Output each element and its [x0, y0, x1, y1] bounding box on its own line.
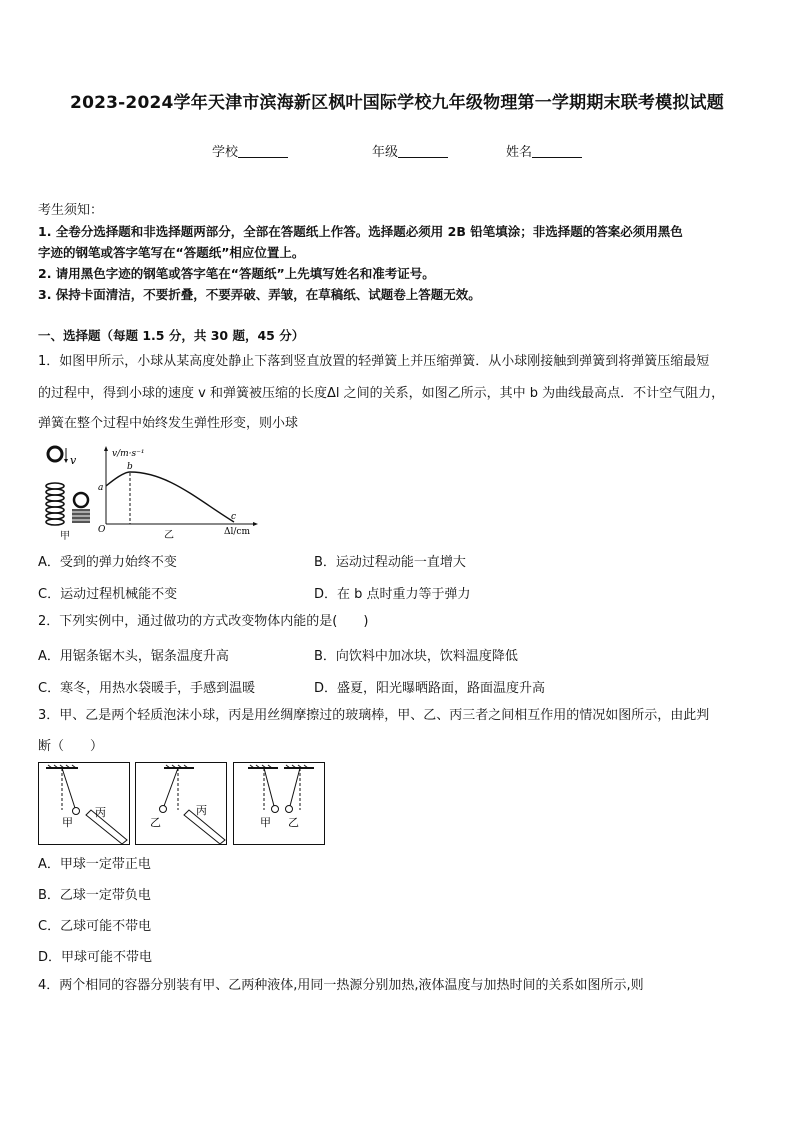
name-field	[506, 141, 582, 160]
compressed-spring-icon	[72, 493, 90, 523]
v-dl-graph	[98, 446, 258, 541]
school-blank	[238, 145, 288, 158]
q1-line-3: 弹簧在整个过程中始终发生弹性形变，则小球	[38, 416, 299, 431]
q2-option-d[interactable]: D．盛夏，阳光曝晒路面，路面温度升高	[314, 681, 546, 696]
q2-option-a[interactable]: A．用锯条锯木头，锯条温度升高	[38, 649, 229, 664]
q3-option-b[interactable]: B．乙球一定带负电	[38, 888, 151, 903]
grade-field	[372, 141, 448, 160]
school-label: 学校	[212, 145, 239, 160]
notice-line-2: 2. 请用黑色字迹的钢笔或答字笔在“答题纸”上先填写姓名和准考证号。	[38, 266, 435, 281]
q3-line-2: 断（ ）	[38, 739, 104, 754]
q3-panel-3	[234, 763, 325, 845]
fig1-xlabel: Δl/cm	[224, 527, 250, 537]
p3-jia-label: 甲	[260, 816, 271, 829]
grade-blank	[398, 145, 448, 158]
q2-option-c[interactable]: C．寒冬，用热水袋暖手，手感到温暖	[38, 681, 256, 696]
notice-line-1: 1. 全卷分选择题和非选择题两部分，全部在答题纸上作答。选择题必须用 2B 铅笔填涂；非选择题的答案必须用黑色	[38, 224, 683, 239]
p2-yi-label: 乙	[150, 816, 161, 829]
name-label: 姓名	[506, 145, 533, 160]
point-c-label: c	[231, 512, 237, 522]
q3-panel-1	[39, 763, 130, 845]
p2-bing-label: 丙	[196, 804, 207, 817]
q1-option-a[interactable]: A．受到的弹力始终不变	[38, 555, 177, 570]
p1-bing-label: 丙	[95, 806, 106, 819]
fig1-yi-label: 乙	[164, 530, 174, 541]
q1-line-2: 的过程中，得到小球的速度 v 和弹簧被压缩的长度Δl 之间的关系，如图乙所示，其中 b 为曲线最高点．不计空气阻力，	[38, 386, 725, 401]
page-title: 2023-2024学年天津市滨海新区枫叶国际学校九年级物理第一学期期末联考模拟试题	[70, 93, 724, 113]
q3-option-a[interactable]: A．甲球一定带正电	[38, 857, 151, 872]
q1-option-b[interactable]: B．运动过程动能一直增大	[314, 555, 466, 570]
q2-option-b[interactable]: B．向饮料中加冰块，饮料温度降低	[314, 649, 518, 664]
school-field	[212, 141, 288, 160]
grade-label: 年级	[372, 145, 399, 160]
q3-figure	[38, 762, 328, 846]
q1-figure	[38, 442, 268, 542]
fig1-ylabel: v/m·s⁻¹	[112, 449, 145, 459]
spring-icon	[46, 483, 64, 525]
p1-jia-label: 甲	[62, 816, 73, 829]
point-a-label: a	[98, 483, 104, 493]
q2-stem: 2．下列实例中，通过做功的方式改变物体内能的是( )	[38, 614, 369, 629]
q4-stem: 4．两个相同的容器分别装有甲、乙两种液体,用同一热源分别加热,液体温度与加热时间的关系如图所示,则	[38, 978, 644, 993]
q1-option-c[interactable]: C．运动过程机械能不变	[38, 587, 178, 602]
q3-option-d[interactable]: D．甲球可能不带电	[38, 950, 153, 965]
origin-label: O	[98, 525, 106, 535]
q3-panel-2	[136, 763, 227, 845]
ball-icon	[48, 447, 62, 461]
name-blank	[532, 145, 582, 158]
fig1-jia-label: 甲	[60, 531, 70, 542]
notice-line-1b: 字迹的钢笔或答字笔写在“答题纸”相应位置上。	[38, 245, 305, 260]
q3-line-1: 3．甲、乙是两个轻质泡沫小球，丙是用丝绸摩擦过的玻璃棒，甲、乙、丙三者之间相互作用的情况如图所示，由此判	[38, 708, 710, 723]
notice-line-3: 3. 保持卡面清洁，不要折叠，不要弄破、弄皱，在草稿纸、试题卷上答题无效。	[38, 287, 481, 302]
q3-option-c[interactable]: C．乙球可能不带电	[38, 919, 152, 934]
q1-line-1: 1．如图甲所示，小球从某高度处静止下落到竖直放置的轻弹簧上并压缩弹簧．从小球刚接触到弹簧到将弹簧压缩最短	[38, 354, 710, 369]
point-b-label: b	[127, 462, 133, 472]
q1-option-d[interactable]: D．在 b 点时重力等于弹力	[314, 587, 471, 602]
section-heading: 一、选择题（每题 1.5 分，共 30 题，45 分）	[38, 328, 305, 343]
fig1-v-label: v	[70, 454, 77, 467]
p3-yi-label: 乙	[288, 816, 299, 829]
notice-heading: 考生须知：	[38, 203, 104, 218]
